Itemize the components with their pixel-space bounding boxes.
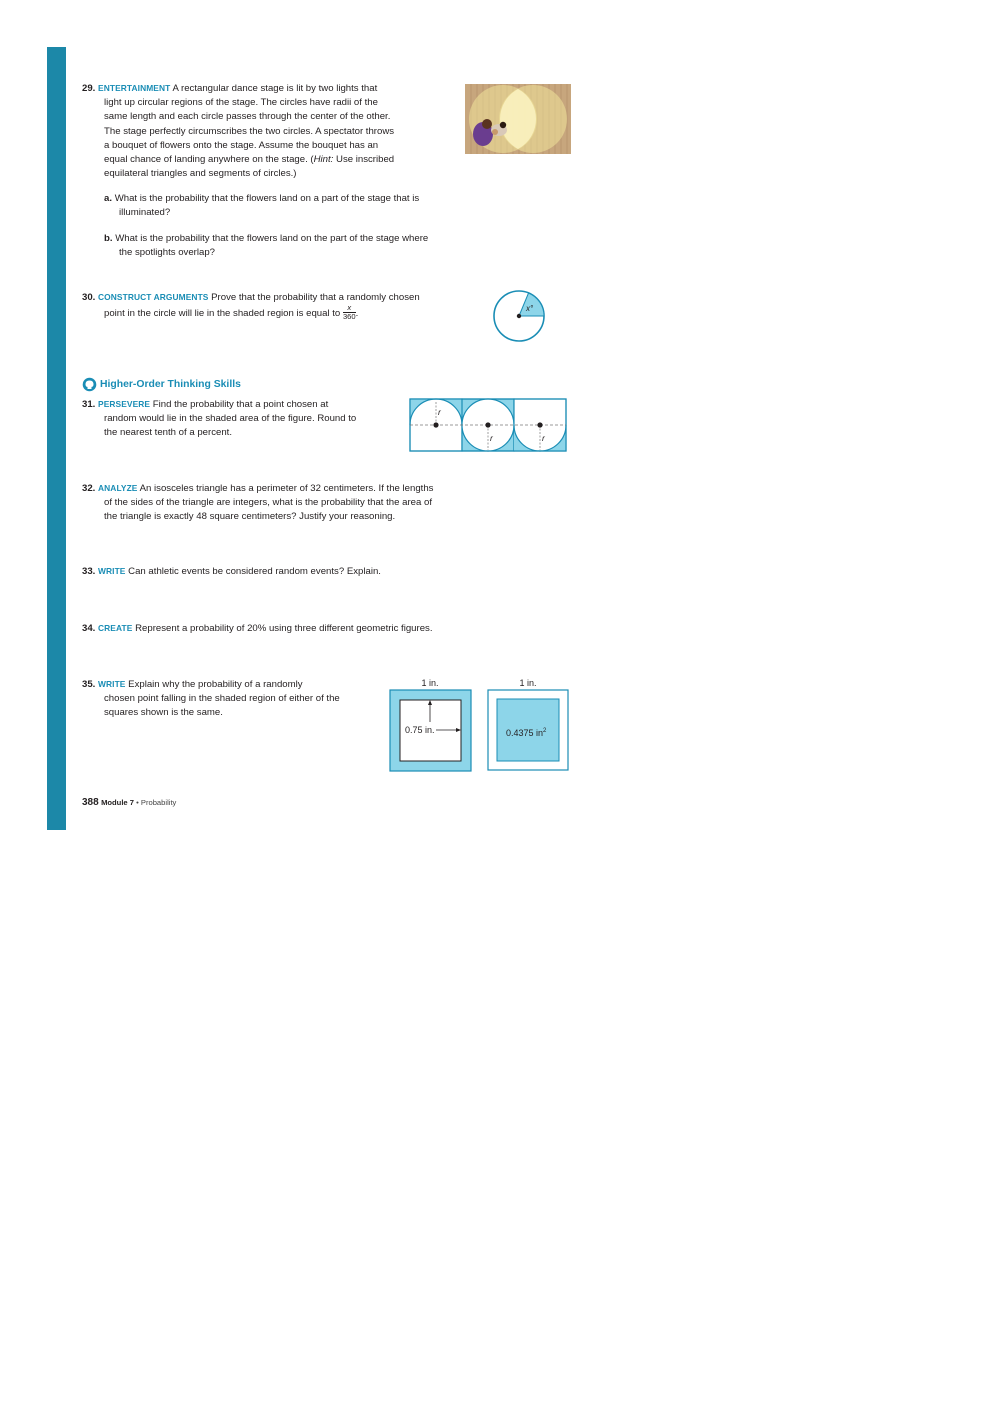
radius-label: r bbox=[438, 407, 441, 417]
side-length-label: 1 in. bbox=[519, 678, 537, 688]
three-square-figure bbox=[409, 398, 569, 453]
question-32: 32. ANALYZE An isosceles triangle has a perimeter of 32 centimeters. If the lengths of the sides of the triangle are integers, what is the probability that the area of the triangle is exactly 48 square centimeters? Justify your reasoning. bbox=[82, 483, 434, 523]
circle-sector-figure bbox=[492, 289, 548, 345]
question-34: 34. CREATE Represent a probability of 20% using three different geometric figures. bbox=[82, 623, 433, 634]
question-31: 31. PERSEVERE Find the probability that a point chosen at random would lie in the shaded area of the figure. Round to the nearest tenth of a percent. bbox=[82, 399, 357, 439]
side-length-label: 1 in. bbox=[421, 678, 439, 688]
question-30: 30. CONSTRUCT ARGUMENTS Prove that the probability that a randomly chosen point in the circle will lie in the shaded region is equal to $\frac{x}{360}$ . bbox=[82, 292, 420, 322]
question-keyword: ENTERTAINMENT bbox=[98, 83, 171, 93]
topic-label: Probability bbox=[140, 798, 177, 807]
question-35: 35. WRITE Explain why the probability of a randomly chosen point falling in the shaded region of either of the squares shown is the same. bbox=[82, 679, 340, 719]
hots-heading: Higher-Order Thinking Skills bbox=[82, 377, 241, 392]
question-29b: b. What is the probability that the flowers land on the part of the stage where the spotlights overlap? bbox=[104, 233, 429, 259]
inner-length-label: 0.75 in. bbox=[405, 725, 435, 735]
question-number: 29. bbox=[82, 83, 96, 94]
sidebar-color-bar bbox=[47, 47, 66, 830]
radius-label: r bbox=[490, 433, 493, 443]
page-number: 388 bbox=[82, 797, 99, 808]
angle-label: x° bbox=[526, 304, 534, 313]
dance-stage-photo bbox=[465, 84, 571, 154]
question-29: 29. ENTERTAINMENT A rectangular dance stage is lit by two lights that light up circular regions of the stage. The circles have radii of the same length and each circle passes through the center of the other. The stage perfectly circumscribes the two circles. A spectator throws a bouquet of flowers onto the stage. Assume the bouquet has an equal chance of landing anywhere on the stage. (Hint: Use inscribed equilateral triangles and segments of circles.) bbox=[82, 83, 395, 180]
question-29a: a. What is the probability that the flowers land on a part of the stage that is illuminated? bbox=[104, 193, 420, 219]
question-33: 33. WRITE Can athletic events be considered random events? Explain. bbox=[82, 566, 381, 577]
brain-icon bbox=[82, 377, 97, 392]
two-squares-figure bbox=[388, 675, 572, 775]
area-label: 0.4375 $in^2$ bbox=[506, 728, 547, 738]
radius-label: r bbox=[542, 433, 545, 443]
page-footer: 388 Module 7 • Probability bbox=[82, 797, 177, 808]
center-point bbox=[517, 314, 521, 318]
fraction: $\frac{x}{360}$ bbox=[342, 303, 356, 322]
module-label: Module 7 bbox=[101, 798, 134, 807]
